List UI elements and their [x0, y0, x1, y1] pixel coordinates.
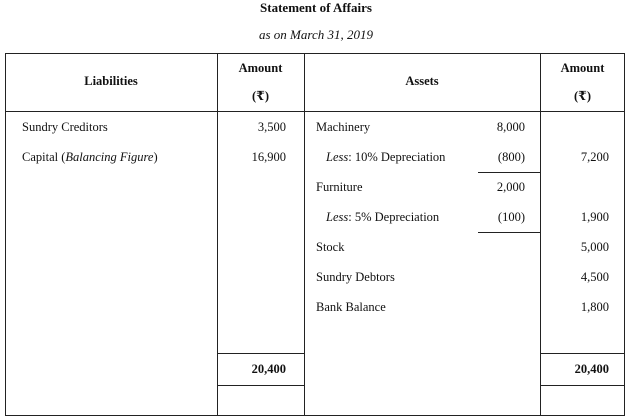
liability-label: Capital (Balancing Figure) — [22, 150, 158, 164]
header-unit-left: (₹) — [251, 89, 270, 103]
asset-amount: 5,000 — [580, 240, 609, 254]
liability-label: Sundry Creditors — [22, 120, 108, 134]
statement-title: Statement of Affairs — [260, 0, 372, 15]
asset-label: Furniture — [316, 180, 363, 194]
asset-label: Less: 5% Depreciation — [326, 210, 440, 224]
header-assets: Assets — [405, 74, 439, 88]
liability-amount: 16,900 — [251, 150, 286, 164]
asset-label: Less: 10% Depreciation — [326, 150, 446, 164]
asset-label: Sundry Debtors — [316, 270, 395, 284]
liabilities-total: 20,400 — [251, 362, 286, 376]
asset-inner-amount: 8,000 — [496, 120, 525, 134]
header-amount-right: Amount — [560, 61, 605, 75]
asset-label: Stock — [316, 240, 345, 254]
asset-label: Bank Balance — [316, 300, 386, 314]
asset-amount: 1,900 — [580, 210, 609, 224]
asset-inner-amount: (800) — [497, 150, 525, 164]
asset-amount: 4,500 — [580, 270, 609, 284]
header-liabilities: Liabilities — [84, 74, 138, 88]
table-border — [6, 54, 625, 416]
header-amount-left: Amount — [238, 61, 283, 75]
header-unit-right: (₹) — [573, 89, 592, 103]
statement-date: as on March 31, 2019 — [259, 27, 373, 42]
asset-amount: 7,200 — [580, 150, 609, 164]
asset-amount: 1,800 — [580, 300, 609, 314]
asset-label: Machinery — [316, 120, 371, 134]
liability-amount: 3,500 — [257, 120, 286, 134]
assets-total: 20,400 — [574, 362, 609, 376]
asset-inner-amount: (100) — [497, 210, 525, 224]
asset-inner-amount: 2,000 — [496, 180, 525, 194]
